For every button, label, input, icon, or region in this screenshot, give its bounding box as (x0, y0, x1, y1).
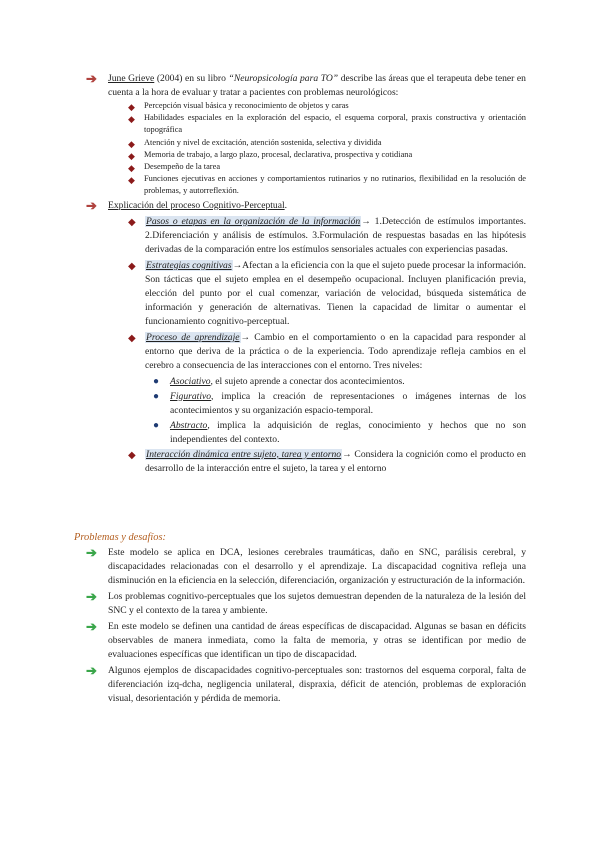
list-item: ➔ Este modelo se aplica en DCA, lesiones cerebrales traumáticas, daño en SNC, parálisis cerebral, y discapacidades relacionadas con el desarrollo y el aprendizaje. La discapacidad cognitiva refleja una disminución en la eficiencia en la selección, diferenciación, organización y estructuración de la información. (86, 545, 526, 586)
level-term: Abstracto (170, 419, 208, 431)
list-item: ◆ Estrategias cognitivas→Afectan a la eficiencia con la que el sujeto puede procesar la información. Son tácticas que el sujeto emplea en el desempeño ocupacional. Incluyen planificación previa, elección del punto por el cual comenzar, variación de velocidad, búsqueda sistemática de información y generación de alternativas. Tienen la capacidad de limitar o aumentar el funcionamiento cognitivo-perceptual. (128, 259, 526, 327)
level-term: Figurativo (170, 390, 212, 402)
intro-year: (2004) en su libro (154, 73, 229, 84)
highlighted-term: Interacción dinámica entre sujeto, tarea y entorno (146, 448, 342, 460)
author-name: June Grieve (108, 73, 155, 84)
arrow-icon: ➔ (86, 71, 97, 86)
diamond-bullet-icon: ◆ (128, 332, 136, 344)
dot-bullet-icon: ● (153, 390, 160, 402)
list-item: ◆ Interacción dinámica entre sujeto, tarea y entorno→ Considera la cognición como el producto en desarrollo de la interacción entre el sujeto, la tarea y el entorno (128, 448, 526, 474)
main-list (86, 72, 526, 478)
list-item: ◆ Habilidades espaciales en la exploración del espacio, el esquema corporal, praxis constructiva y orientación topográfica (128, 113, 526, 135)
list-item: ◆ Funciones ejecutivas en acciones y comportamientos rutinarios y no rutinarios, flexibilidad en la resolución de problemas, y autorreflexión. (128, 174, 526, 196)
list-item: ➔ En este modelo se definen una cantidad de áreas específicas de discapacidad. Algunas se basan en déficits observables de manera inmediata, como la falta de memoria, y otras se identifican por medio de evaluaciones específicas que identifican un tipo de discapacidad. (86, 619, 526, 660)
process-heading: Explicación del proceso Cognitivo-Perceptual. (108, 199, 288, 211)
intro-rest: describe las áreas que el terapeuta debe tener en cuenta a la hora de evaluar y tratar a pacientes con problemas neurológicos: (108, 73, 526, 98)
list-item: ◆ Pasos o etapas en la organización de la información→ 1.Detección de estímulos importantes. 2.Diferenciación y análisis de estímulos. 3.Formulación de respuestas basadas en las hipótesis derivadas de la comparación entre los estímulos sensoriales actuales con experiencias pasadas. (128, 215, 526, 255)
list-item: ◆ Proceso de aprendizaje→ Cambio en el comportamiento o en la capacidad para responder al entorno que deriva de la práctica o de la experiencia. Todo aprendizaje refleja cambios en el cerebro a consecuencia de las interacciones con el entorno. Tres niveles: (128, 331, 526, 371)
highlighted-term: Pasos o etapas en la organización de la información (146, 215, 361, 227)
list-item: ◆ Atención y nivel de excitación, atención sostenida, selectiva y dividida (128, 137, 382, 149)
dot-bullet-icon: ● (153, 375, 160, 387)
diamond-bullet-icon: ◆ (128, 150, 135, 161)
list-item: ● Abstracto, implica la adquisición de reglas, conocimiento y hechos que no son independientes del contexto. (153, 419, 526, 445)
intro-entry (86, 72, 526, 100)
diamond-bullet-icon: ◆ (128, 114, 135, 125)
diamond-bullet-icon: ◆ (128, 102, 135, 112)
diamond-bullet-icon: ◆ (128, 175, 135, 186)
diamond-bullet-icon: ◆ (128, 163, 135, 174)
highlighted-term: Proceso de aprendizaje (146, 331, 240, 343)
problems-heading: Problemas y desafíos: (74, 532, 166, 543)
diamond-bullet-icon: ◆ (128, 138, 135, 149)
diamond-bullet-icon: ◆ (128, 216, 136, 228)
level-term: Asociativo (170, 375, 211, 387)
diamond-bullet-icon: ◆ (128, 449, 136, 461)
process-list (128, 215, 526, 476)
list-item: ➔ Los problemas cognitivo-perceptuales que los sujetos demuestran dependen de la naturaleza de la lesión del SNC y el contexto de la tarea y ambiente. (86, 589, 526, 616)
list-item: ◆ Percepción visual básica y reconocimiento de objetos y caras (128, 101, 349, 112)
arrow-icon: ➔ (86, 663, 97, 678)
intro-paragraph (108, 72, 526, 100)
dot-bullet-icon: ● (153, 419, 160, 431)
arrow-icon: ➔ (86, 619, 97, 634)
levels-list (153, 375, 526, 447)
arrow-icon: ➔ (86, 545, 97, 560)
list-item: ➔ Algunos ejemplos de discapacidades cognitivo-perceptuales son: trastornos del esquema corporal, falta de diferenciación izq-dcha, negligencia unilateral, dispraxia, déficit de atención, problemas de exploración visual, desorientación y pérdida de memoria. (86, 663, 526, 704)
areas-list (128, 100, 526, 198)
arrow-icon: ➔ (86, 589, 97, 604)
list-item: ◆ Memoria de trabajo, a largo plazo, procesal, declarativa, prospectiva y cotidiana (128, 149, 413, 161)
list-item: ● Asociativo, el sujeto aprende a conectar dos acontecimientos. (153, 375, 405, 387)
highlighted-term: Estrategias cognitivas (146, 259, 232, 271)
arrow-icon: ➔ (86, 197, 97, 213)
book-title: “Neuropsicología para TO” (228, 73, 339, 84)
diamond-bullet-icon: ◆ (128, 260, 136, 272)
problems-list (86, 546, 526, 708)
process-entry (86, 199, 526, 213)
process-title: Explicación del proceso Cognitivo-Perceptual (108, 199, 285, 211)
list-item: ● Figurativo, implica la creación de representaciones o imágenes internas de los acontecimientos y su organización espacio-temporal. (153, 390, 526, 416)
list-item: ◆ Desempeño de la tarea (128, 162, 221, 174)
